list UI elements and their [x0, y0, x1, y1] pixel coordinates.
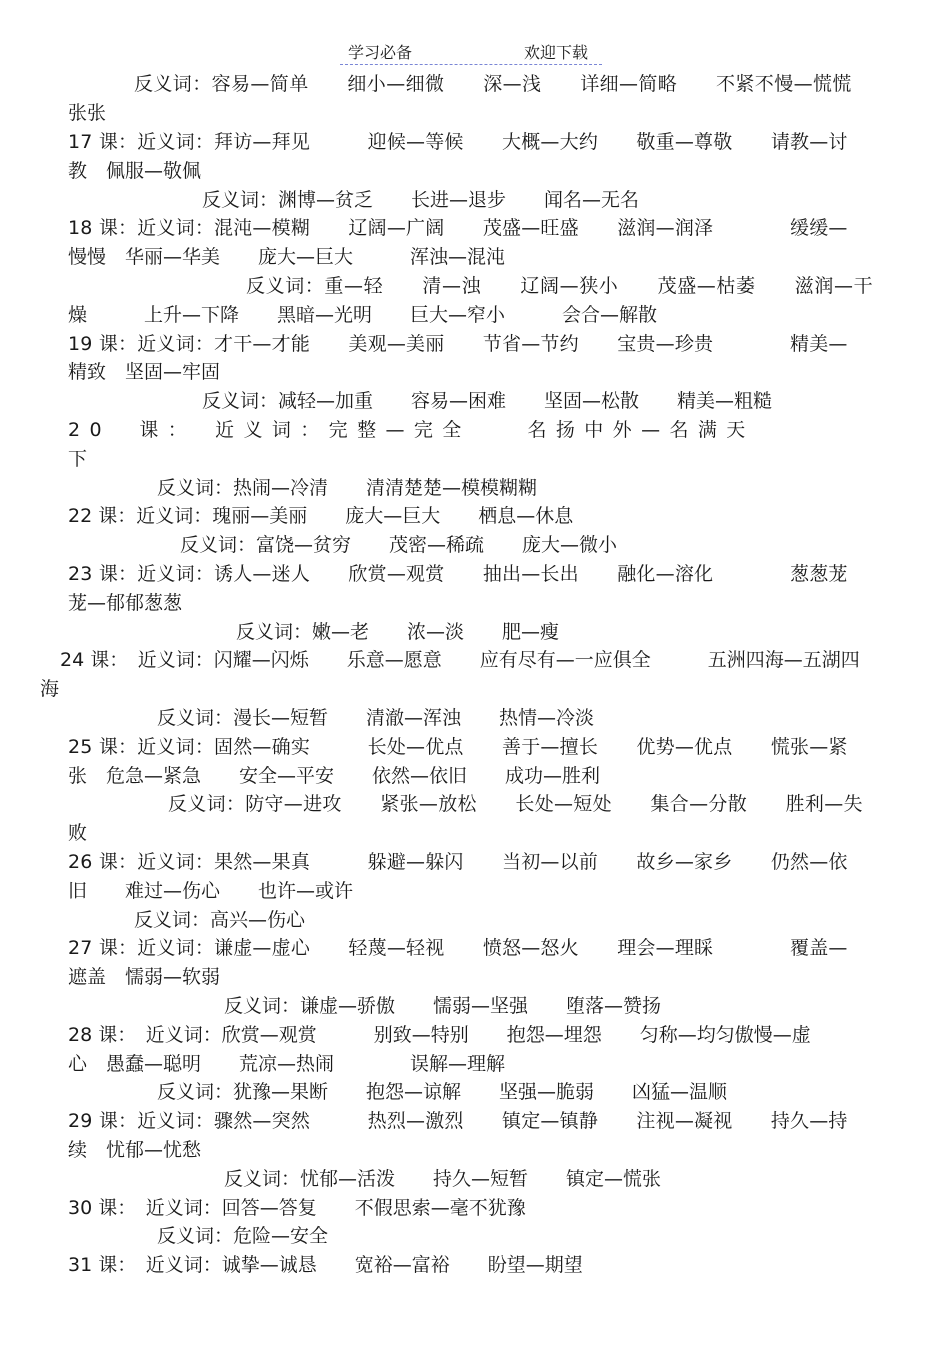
- text-line: 败: [68, 822, 88, 844]
- text-line: 25 课：近义词：固然—确实 长处—优点 善于—擅长 优势—优点 慌张—紧: [68, 736, 848, 758]
- text-line: 张 危急—紧急 安全—平安 依然—依旧 成功—胜利: [68, 765, 601, 787]
- text-line: 19 课：近义词：才干—才能 美观—美丽 节省—节约 宝贵—珍贵 精美—: [68, 333, 848, 355]
- text-line: 29 课：近义词：骤然—突然 热烈—激烈 镇定—镇静 注视—凝视 持久—持: [68, 1110, 848, 1132]
- text-line: 24 课： 近义词：闪耀—闪烁 乐意—愿意 应有尽有—一应俱全 五洲四海—五湖四: [60, 649, 860, 671]
- text-line: 心 愚蠢—聪明 荒凉—热闹 误解—理解: [68, 1053, 506, 1075]
- text-line: 反义词：防守—进攻 紧张—放松 长处—短处 集合—分散 胜利—失: [168, 793, 863, 815]
- text-line: 30 课： 近义词：回答—答复 不假思索—毫不犹豫: [68, 1197, 526, 1219]
- text-line: 燥 上升—下降 黑暗—光明 巨大—窄小 会合—解散: [68, 304, 658, 326]
- text-line: 下: [68, 448, 88, 470]
- text-line: 精致 坚固—牢固: [68, 361, 221, 383]
- text-line: 教 佩服—敬佩: [68, 160, 202, 182]
- text-line: 茏—郁郁葱葱: [68, 592, 183, 614]
- text-line: 反义词：嫩—老 浓—淡 肥—瘦: [236, 621, 560, 643]
- header-left-text: 学习必备: [348, 43, 413, 62]
- text-line: 28 课： 近义词：欣赏—观赏 别致—特别 抱怨—埋怨 匀称—均匀傲慢—虚: [68, 1024, 811, 1046]
- text-line: 反义词：渊博—贫乏 长进—退步 闻名—无名: [202, 189, 640, 211]
- text-line: 反义词：漫长—短暂 清澈—浑浊 热情—冷淡: [157, 707, 595, 729]
- text-line: 31 课： 近义词：诚挚—诚恳 宽裕—富裕 盼望—期望: [68, 1254, 583, 1276]
- text-line: 反义词：危险—安全: [157, 1225, 329, 1247]
- text-line: 反义词：犹豫—果断 抱怨—谅解 坚强—脆弱 凶猛—温顺: [157, 1081, 728, 1103]
- text-line: 遮盖 懦弱—软弱: [68, 966, 221, 988]
- text-line: 反义词：减轻—加重 容易—困难 坚固—松散 精美—粗糙: [202, 390, 773, 412]
- text-line: 海: [40, 678, 60, 700]
- text-line: 反义词：高兴—伤心: [134, 909, 306, 931]
- text-line: 17 课：近义词：拜访—拜见 迎候—等候 大概—大约 敬重—尊敬 请教—讨: [68, 131, 848, 153]
- text-line: 22 课：近义词：瑰丽—美丽 庞大—巨大 栖息—休息: [68, 505, 574, 527]
- text-line: 反义词：忧郁—活泼 持久—短暂 镇定—慌张: [224, 1168, 662, 1190]
- text-line: 反义词：重—轻 清—浊 辽阔—狭小 茂盛—枯萎 滋润—干: [246, 275, 874, 297]
- text-line: 反义词：富饶—贫穷 茂密—稀疏 庞大—微小: [180, 534, 618, 556]
- text-line: 23 课：近义词：诱人—迷人 欣赏—观赏 抽出—长出 融化—溶化 葱葱茏: [68, 563, 848, 585]
- text-line: 旧 难过—伤心 也许—或许: [68, 880, 354, 902]
- text-line: 18 课：近义词：混沌—模糊 辽阔—广阔 茂盛—旺盛 滋润—润泽 缓缓—: [68, 217, 848, 239]
- text-line: 26 课：近义词：果然—果真 躲避—躲闪 当初—以前 故乡—家乡 仍然—依: [68, 851, 848, 873]
- text-line: 张张: [68, 102, 107, 124]
- text-line: 反义词：容易—简单 细小—细微 深—浅 详细—简略 不紧不慢—慌慌: [134, 73, 852, 95]
- text-line: 反义词：热闹—冷清 清清楚楚—模模糊糊: [157, 477, 538, 499]
- text-line: 反义词：谦虚—骄傲 懦弱—坚强 堕落—赞扬: [224, 995, 662, 1017]
- text-line: 慢慢 华丽—华美 庞大—巨大 浑浊—混沌: [68, 246, 506, 268]
- text-line: 续 忧郁—忧愁: [68, 1139, 202, 1161]
- page-header: [340, 42, 602, 65]
- header-right-text: 欢迎下载: [524, 43, 589, 62]
- text-line: 27 课：近义词：谦虚—虚心 轻蔑—轻视 愤怒—怒火 理会—理睬 覆盖—: [68, 937, 848, 959]
- text-line: 20 课： 近义词：完整—完全 名扬中外—名满天: [68, 419, 755, 441]
